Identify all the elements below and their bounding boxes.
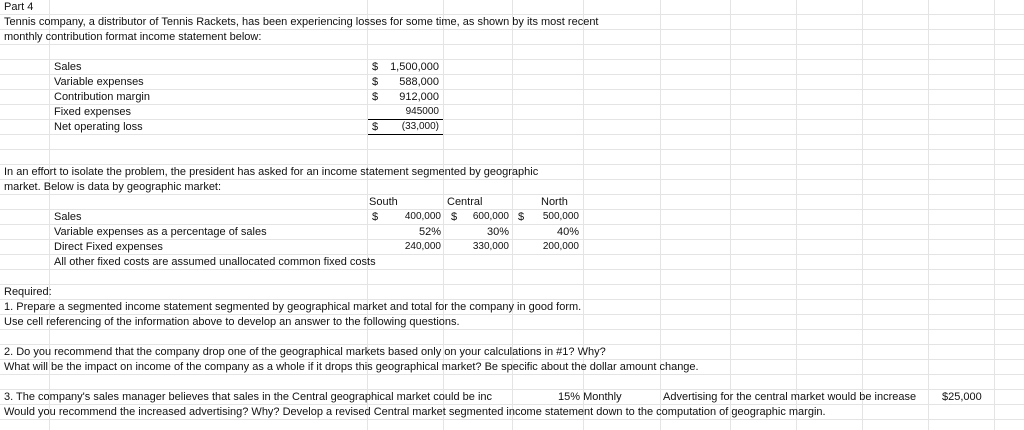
is-label-net-operating-loss: Net operating loss <box>54 121 143 133</box>
is-label-variable-expenses: Variable expenses <box>54 76 144 88</box>
question-3-amount: $25,000 <box>942 391 982 403</box>
market-label-variable-pct: Variable expenses as a percentage of sales <box>54 226 267 238</box>
part-title: Part 4 <box>4 1 34 13</box>
south-sales: 400,000 <box>404 211 441 222</box>
is-dollar-variable-expenses: $ <box>372 76 379 88</box>
segment-intro-line-1: In an effort to isolate the problem, the president has asked for an income statement segmented by geographic <box>4 166 539 178</box>
header-south: South <box>369 196 398 208</box>
is-label-sales: Sales <box>54 61 82 73</box>
central-sales: 600,000 <box>472 211 509 222</box>
question-2-line-2: What will be the impact on income of the company as a whole if it drops this geographical market? Be specific about the dollar amount change. <box>4 361 699 373</box>
north-dollar-sales: $ <box>518 211 525 223</box>
common-fixed-note: All other fixed costs are assumed unallocated common fixed costs <box>54 256 376 268</box>
segment-intro-line-2: market. Below is data by geographic market: <box>4 181 222 193</box>
north-sales: 500,000 <box>542 211 579 222</box>
is-value-net-operating-loss: (33,000) <box>401 121 439 132</box>
is-value-fixed-expenses: 945000 <box>405 106 439 117</box>
south-direct-fixed: 240,000 <box>404 241 441 252</box>
central-direct-fixed: 330,000 <box>472 241 509 252</box>
question-3-line-2: Would you recommend the increased advertising? Why? Develop a revised Central market segmented income statement down to the computation of geographic margin. <box>4 406 826 418</box>
header-north: North <box>541 196 568 208</box>
north-direct-fixed: 200,000 <box>542 241 579 252</box>
is-label-contribution-margin: Contribution margin <box>54 91 150 103</box>
central-dollar-sales: $ <box>451 211 458 223</box>
central-variable-pct: 30% <box>486 226 509 238</box>
required-heading: Required: <box>4 286 52 298</box>
is-dollar-sales: $ <box>372 61 379 73</box>
question-1-line-1: 1. Prepare a segmented income statement segmented by geographical market and total for the company in good form. <box>4 301 582 313</box>
south-variable-pct: 52% <box>418 226 441 238</box>
north-variable-pct: 40% <box>556 226 579 238</box>
header-central: Central <box>447 196 483 208</box>
is-dollar-contribution-margin: $ <box>372 91 379 103</box>
question-2-line-1: 2. Do you recommend that the company drop one of the geographical markets based only on your calculations in #1? Why? <box>4 346 606 358</box>
is-dollar-net-operating-loss: $ <box>372 121 379 133</box>
intro-line-2: monthly contribution format income statement below: <box>4 31 262 43</box>
market-label-sales: Sales <box>54 211 82 223</box>
is-value-variable-expenses: 588,000 <box>399 76 439 88</box>
market-label-direct-fixed: Direct Fixed expenses <box>54 241 163 253</box>
question-1-line-2: Use cell referencing of the information above to develop an answer to the following questions. <box>4 316 460 328</box>
is-value-sales: 1,500,000 <box>390 61 439 73</box>
question-3-advertising: Advertising for the central market would be increase <box>663 391 917 403</box>
question-3-percentage: 15% Monthly <box>558 391 622 403</box>
question-3-line-1: 3. The company's sales manager believes that sales in the Central geographical market could be inc <box>4 391 493 403</box>
is-label-fixed-expenses: Fixed expenses <box>54 106 132 118</box>
intro-line-1: Tennis company, a distributor of Tennis Rackets, has been experiencing losses for some time, as shown by its most recent <box>4 16 599 28</box>
south-dollar-sales: $ <box>372 211 379 223</box>
is-value-contribution-margin: 912,000 <box>399 91 439 103</box>
